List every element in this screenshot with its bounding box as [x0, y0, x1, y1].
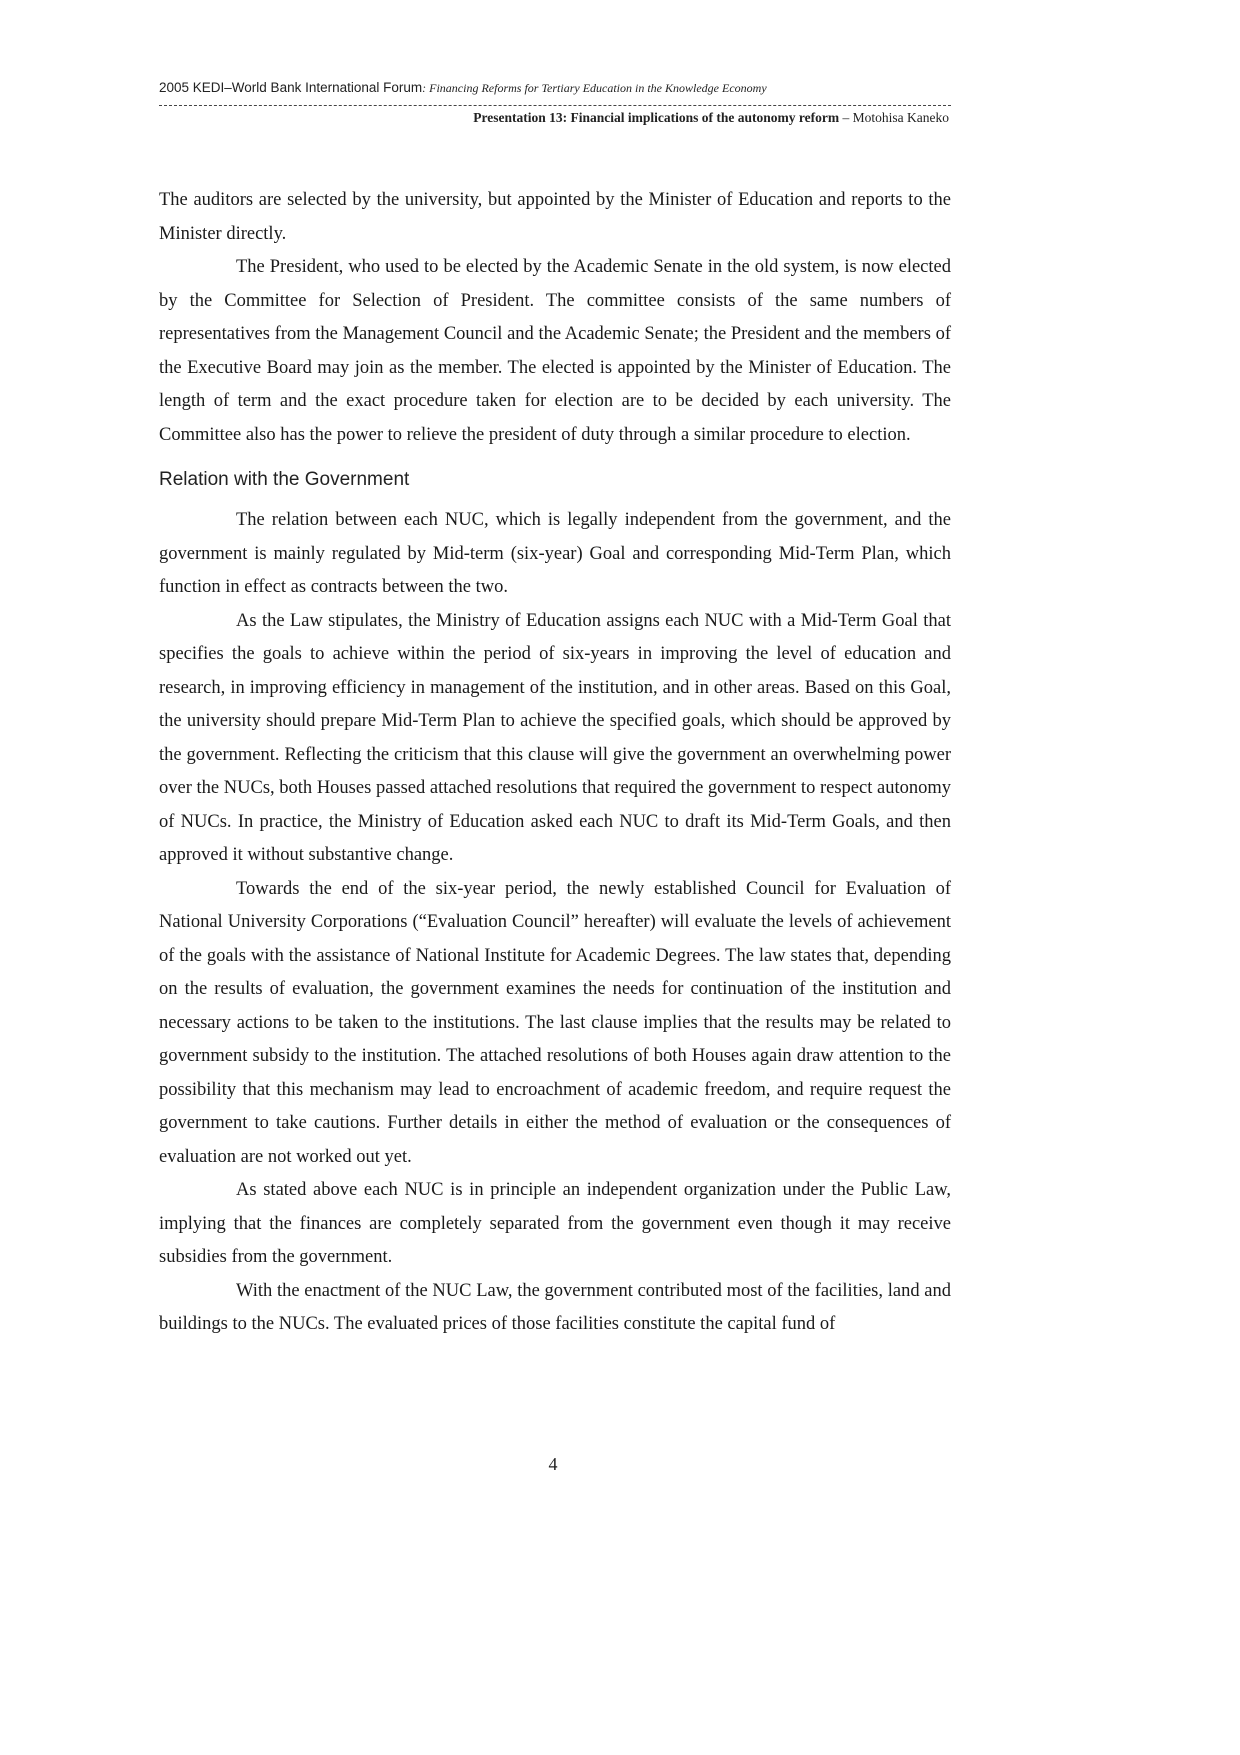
- author-name: – Motohisa Kaneko: [839, 110, 949, 125]
- paragraph-mid-term-goal: As the Law stipulates, the Ministry of Education assigns each NUC with a Mid-Term Goal that specifies the goals to achieve within the period of six-years in improving the level of education and research, in improving efficiency in management of the institution, and in other areas. Based on this Goal, the university should prepare Mid-Term Plan to achieve the specified goals, which should be approved by the government. Reflecting the criticism that this clause will give the government an overwhelming power over the NUCs, both Houses passed attached resolutions that required the government to respect autonomy of NUCs. In practice, the Ministry of Education asked each NUC to draft its Mid-Term Goals, and then approved it without substantive change.: [159, 610, 951, 865]
- paragraph-independent-organization: As stated above each NUC is in principle an independent organization under the Public Law, implying that the finances are completely separated from the government even though it may receive subsidies from the government.: [159, 1180, 951, 1267]
- paragraph-auditors: The auditors are selected by the university, but appointed by the Minister of Education and reports to the Minister directly.: [159, 190, 951, 244]
- page-number: 4: [548, 1454, 558, 1474]
- presentation-title: Presentation 13: Financial implications of the autonomy reform: [473, 110, 840, 125]
- running-header: [159, 80, 951, 96]
- paragraph-nuc-law: With the enactment of the NUC Law, the government contributed most of the facilities, land and buildings to the NUCs. The evaluated prices of those facilities constitute the capital fund of: [159, 1280, 951, 1334]
- forum-subtitle: : Financing Reforms for Tertiary Education in the Knowledge Economy: [422, 81, 767, 95]
- section-heading: Relation with the Government: [159, 469, 410, 490]
- forum-name: 2005 KEDI–World Bank International Forum: [159, 80, 423, 95]
- paragraph-relation: The relation between each NUC, which is legally independent from the government, and the government is mainly regulated by Mid-term (six-year) Goal and corresponding Mid-Term Plan, which function in effect as contracts between the two.: [159, 510, 951, 597]
- paragraph-president: The President, who used to be elected by the Academic Senate in the old system, is now elected by the Committee for Selection of President. The committee consists of the same numbers of representatives from the Management Council and the Academic Senate; the President and the members of the Executive Board may join as the member. The elected is appointed by the Minister of Education. The length of term and the exact procedure taken for election are to be decided by each university. The Committee also has the power to relieve the president of duty through a similar procedure to election.: [159, 257, 951, 445]
- paragraph-evaluation: Towards the end of the six-year period, the newly established Council for Evaluation of National University Corporations (“Evaluation Council” hereafter) will evaluate the levels of achievement of the goals with the assistance of National Institute for Academic Degrees. The law states that, depending on the results of evaluation, the government examines the needs for continuation of the institution and necessary actions to be taken to the institutions. The last clause implies that the results may be related to government subsidy to the institution. The attached resolutions of both Houses again draw attention to the possibility that this mechanism may lead to encroachment of academic freedom, and require request the government to take cautions. Further details in either the method of evaluation or the consequences of evaluation are not worked out yet.: [159, 878, 951, 1167]
- header-divider: [159, 105, 951, 106]
- presentation-line: [473, 110, 949, 126]
- body-text: [159, 184, 951, 1342]
